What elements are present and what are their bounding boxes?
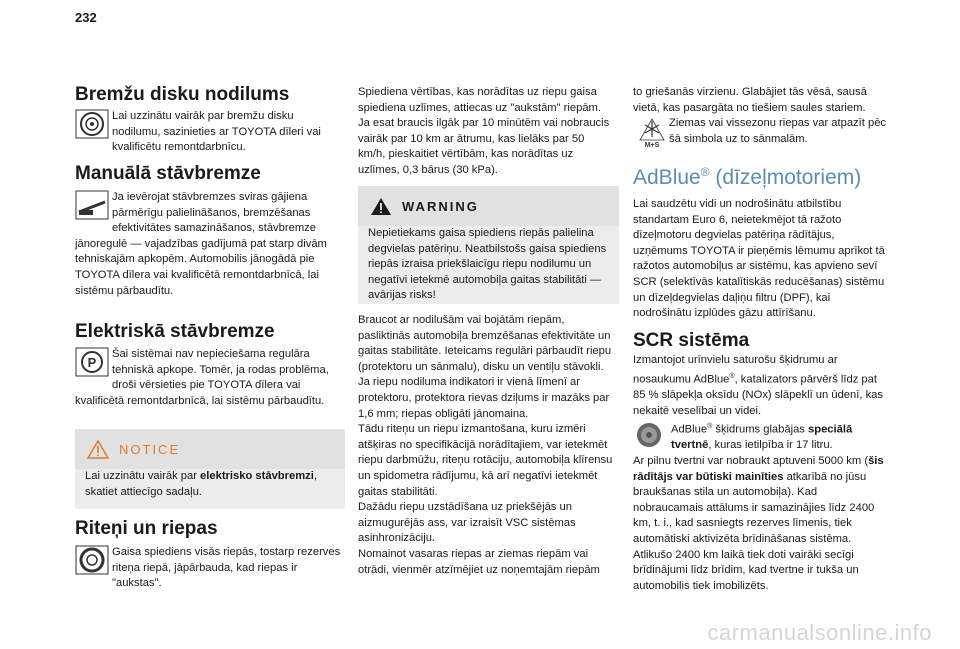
heading-wheels-and-tyres: Riteņi un riepas <box>75 518 218 539</box>
caution-triangle-icon <box>87 440 109 459</box>
heading-electric-parking-brake: Elektriskā stāvbremze <box>75 321 275 342</box>
adblue-cap-icon <box>633 421 665 455</box>
wrong-size-text: Tādu riteņu un riepu izmantošana, kuru izmēri atšķiras no specifikācijā norādītajiem, var ietekmēt riepu darbmūžu, riteņu rotāciju, automobiļa klīrensu un spidometra rādījumu, kā arī negatīvi ietekmēt gaitas stabilitāti. <box>358 423 613 498</box>
notice-box <box>75 429 345 509</box>
notice-text: Lai uzzinātu vairāk par elektrisko stāvbremzi, skatiet attiecīgo sadaļu. <box>85 470 317 498</box>
warning-box <box>358 186 619 304</box>
notice-header <box>75 429 345 469</box>
scr-tank-text: AdBlue® šķidrums glabājas speciālā tvertnē, kuras ietilpība ir 17 litru. <box>633 419 888 454</box>
electric-parking-brake-text: Šai sistēmai nav nepieciešama regulāra tehniskā apkope. Tomēr, ja rodas problēma, droši vērsieties pie TOYOTA dīlera vai kvalificētā remontdarbnīcā, lai sistēmu pārbaudītu. <box>75 348 329 407</box>
seasonal-tyres-text: Nomainot vasaras riepas ar ziemas riepām vai otrādi, vienmēr atzīmējiet uz noņemtajām riepām <box>358 547 600 576</box>
heading-manual-parking-brake: Manuālā stāvbremze <box>75 163 261 184</box>
page-number: 232 <box>75 10 97 25</box>
watermark: carmanualsonline.info <box>707 620 932 645</box>
heading-scr-system: SCR sistēma <box>633 330 750 351</box>
tyre-storage-paragraph <box>633 85 888 147</box>
warning-text: Nepietiekams gaisa spiediens riepās palielina degvielas patēriņu. Neatbilstošs gaisa spiediens riepās izraisa priekšlaicīgu riepu nodilumu un negatīvi ietekmē automobiļa gaitas stabilitāti — avārijas risks! <box>368 227 607 302</box>
brake-disc-icon <box>75 109 109 139</box>
snowflake-ms-icon <box>639 118 665 154</box>
paragraph-wheels-and-tyres <box>75 545 345 592</box>
paragraph-manual-parking-brake <box>75 190 345 299</box>
tyre-pressure-paragraph: Spiediena vērtības, kas norādītas uz riepu gaisa spiediena uzlīmes, attiecas uz "aukstām" riepām. Ja esat braucis ilgāk par 10 minūtēm vai nobraucis vairāk par 10 km ar ātrumu, kas lielāks par 50 km/h, pieskaitiet vērtībām, kas norādītas uz uzlīmes, 0,3 bārus (30 kPa). <box>358 86 610 176</box>
scr-range-text: Ar pilnu tvertni var nobraukt aptuveni 5000 km (šis rādītājs var būtiski mainīties atkarībā no jūsu braukšanas stila un automobiļa). Kad nobraucamais attālums ir samazinājies līdz 2400 km, t. i., kad sasniegts rezerves līmenis, tiek automātiski aktivizēta brīdināšanas sistēma. Atlikušo 2400 km laikā tiek doti vairāki secīgi brīdinājumi līdz brīdim, kad tvertne ir tukša un automobilis tiek imobilizēts. <box>633 455 884 592</box>
wear-indicator-text: Ja riepu nodiluma indikatori ir vienā līmenī ar protektoru, protektora rievas dziļums ir mazāks par 1,6 mm; riepas obligāti jānomaina. <box>358 376 610 420</box>
tyre-icon <box>75 545 109 575</box>
scr-paragraphs <box>633 353 888 594</box>
scr-intro-text: Izmantojot urīnvielu saturošu šķidrumu ar nosaukumu AdBlue®, katalizators pārvērš līdz pat 85 % slāpekļa oksīdu (NOx) slāpeklī un ūdenī, kas nekaitē veselībai un videi. <box>633 354 883 417</box>
adblue-paragraph: Lai saudzētu vidi un nodrošinātu atbilstību standartam Euro 6, neietekmējot tā ražoto dīzeļmotoru degvielas patēriņa rādītājus, uzņēmums TOYOTA ir pieņēmis lēmumu aprīkot tā ražotos automobiļus ar sistēmu, kas apvieno sevī SCR (selektīvās katalītiskās reducēšanas) sistēmu un dīzeļdegvielas daļiņu filtru (DPF), kai nodrošinātu izplūdes gāzu attīrīšanu. <box>633 198 885 320</box>
manual-parking-brake-text: Ja ievērojat stāvbremzes sviras gājiena pārmērīgu palielināšanos, bremzēšanas efektivitātes samazināšanos, stāvbremze jānoregulē — vajadzības gadījumā pat starp divām tehniskajām apkopēm. Automobilis jānogādā pie TOYOTA dīlera vai kvalificētā remontdarbnīcā, lai sistēmu pārbaudītu. <box>75 191 327 297</box>
heading-brake-disc-wear: Bremžu disku nodilums <box>75 84 290 105</box>
tyre-wear-paragraphs <box>358 313 616 578</box>
worn-tyres-text: Braucot ar nodilušām vai bojātām riepām, pasliktinās automobiļa bremzēšanas efektivitāte un gaitas stabilitāte. Ieteicams regulāri pārbaudīt riepu (protektoru un sānmalu), disku un ventiļu stāvokli. <box>358 314 612 373</box>
electric-parking-brake-icon <box>75 347 109 377</box>
warning-triangle-icon <box>370 197 392 216</box>
warning-header <box>358 186 619 226</box>
heading-adblue: AdBlue® (dīzeļmotoriem) <box>633 165 862 189</box>
mixed-tyres-text: Dažādu riepu uzstādīšana uz priekšējās un aizmugurējās ass, var izraisīt VSC sistēmas asinhronizāciju. <box>358 501 576 545</box>
warning-label: WARNING <box>402 198 479 214</box>
wheels-and-tyres-text: Gaisa spiediens visās riepās, tostarp rezerves riteņa riepā, jāpārbauda, kad riepas ir "aukstas". <box>112 546 341 590</box>
svg-text:P: P <box>87 355 97 370</box>
winter-tyre-symbol-text: Ziemas vai vissezonu riepas var atpazīt pēc šā simbola uz to sānmalām. <box>669 117 887 145</box>
tyre-storage-text: to griešanās virzienu. Glabājiet tās vēsā, sausā vietā, kas pasargāta no tiešiem saules stariem. <box>633 86 867 114</box>
paragraph-electric-parking-brake <box>75 347 345 409</box>
paragraph-brake-disc-wear <box>75 109 345 156</box>
brake-disc-text: Lai uzzinātu vairāk par bremžu disku nodilumu, sazinieties ar TOYOTA dīleri vai kvalificētu remontdarbnīcu. <box>112 110 321 154</box>
notice-label: NOTICE <box>119 441 181 457</box>
parking-brake-lever-icon <box>75 190 109 220</box>
svg-text:M+S: M+S <box>644 142 660 149</box>
